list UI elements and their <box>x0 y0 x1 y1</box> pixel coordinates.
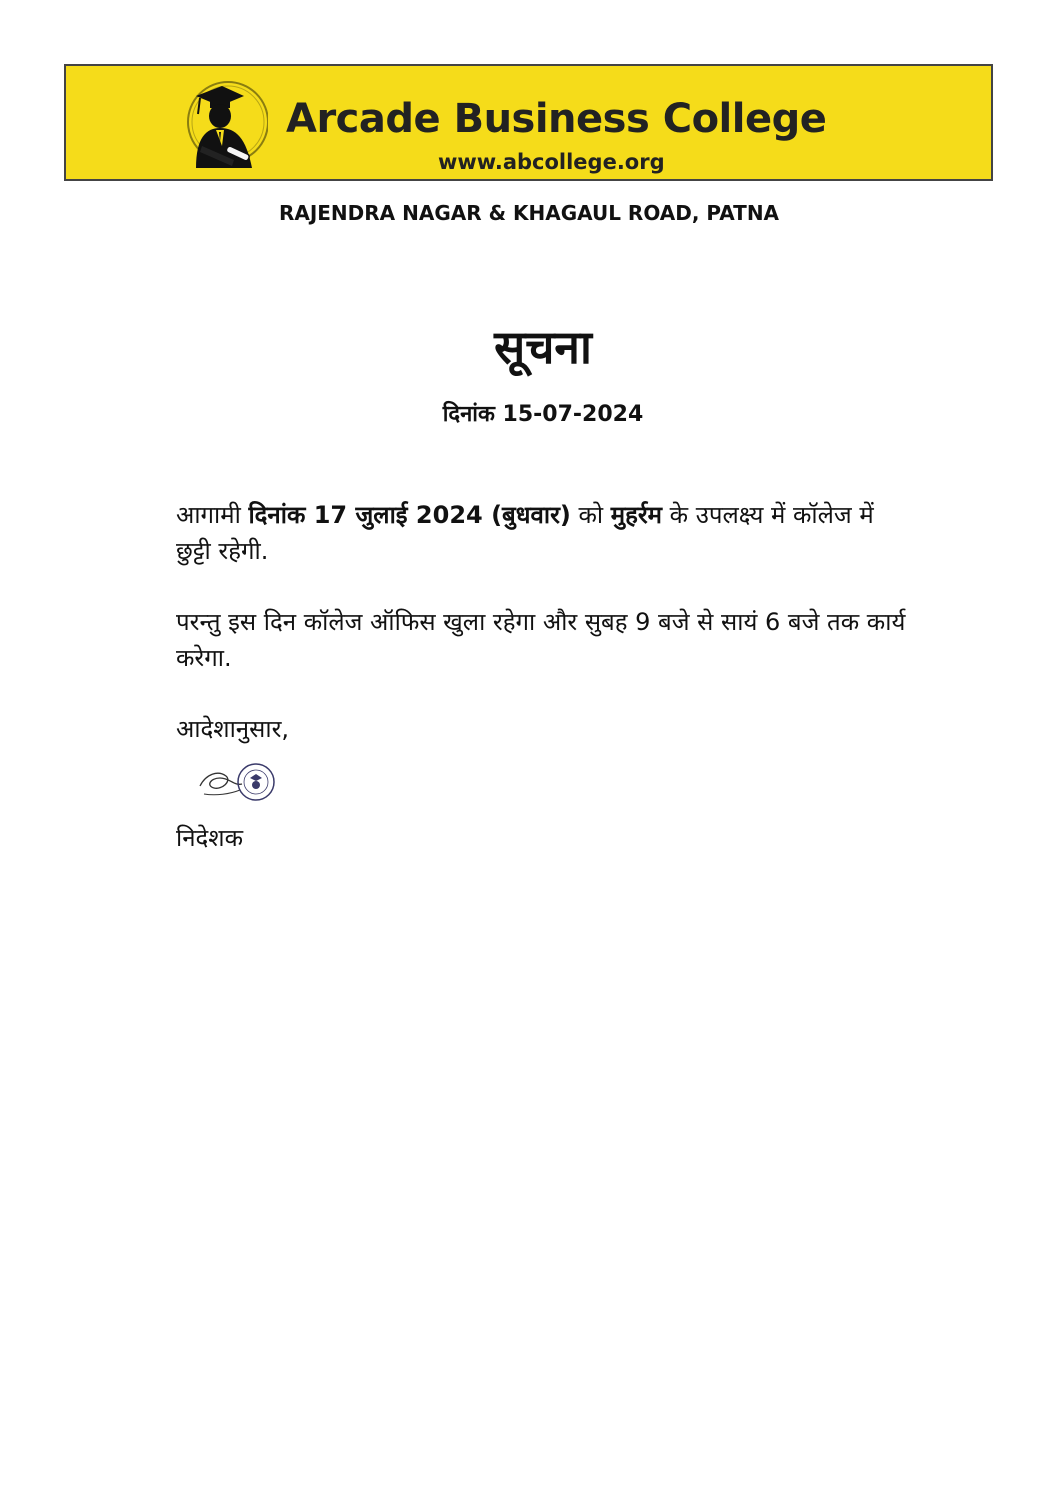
notice-paragraph-office: परन्तु इस दिन कॉलेज ऑफिस खुला रहेगा और सुबह 9 बजे से सायं 6 बजे तक कार्य करेगा. <box>176 608 906 672</box>
by-order-text: आदेशानुसार, <box>176 715 290 743</box>
college-banner <box>64 64 993 181</box>
p1-mid: को <box>570 501 611 529</box>
p1-intro: आगामी <box>176 501 249 529</box>
holiday-event: मुहर्रम <box>610 501 663 529</box>
signature-stamp-icon <box>196 756 278 808</box>
notice-paragraph-holiday <box>176 497 916 569</box>
p1-rest: के उपलक्ष्य में कॉलेज में छुट्टी रहेगी. <box>176 501 874 565</box>
college-name: Arcade Business College <box>286 96 827 142</box>
college-website[interactable]: www.abcollege.org <box>438 150 665 174</box>
college-address: RAJENDRA NAGAR & KHAGAUL ROAD, PATNA <box>278 201 780 225</box>
notice-date: दिनांक 15-07-2024 <box>442 402 644 427</box>
graduate-logo-icon <box>182 76 268 172</box>
holiday-date: दिनांक 17 जुलाई 2024 (बुधवार) <box>248 501 571 529</box>
notice-title: सूचना <box>494 320 592 374</box>
designation-director: निदेशक <box>176 824 244 852</box>
